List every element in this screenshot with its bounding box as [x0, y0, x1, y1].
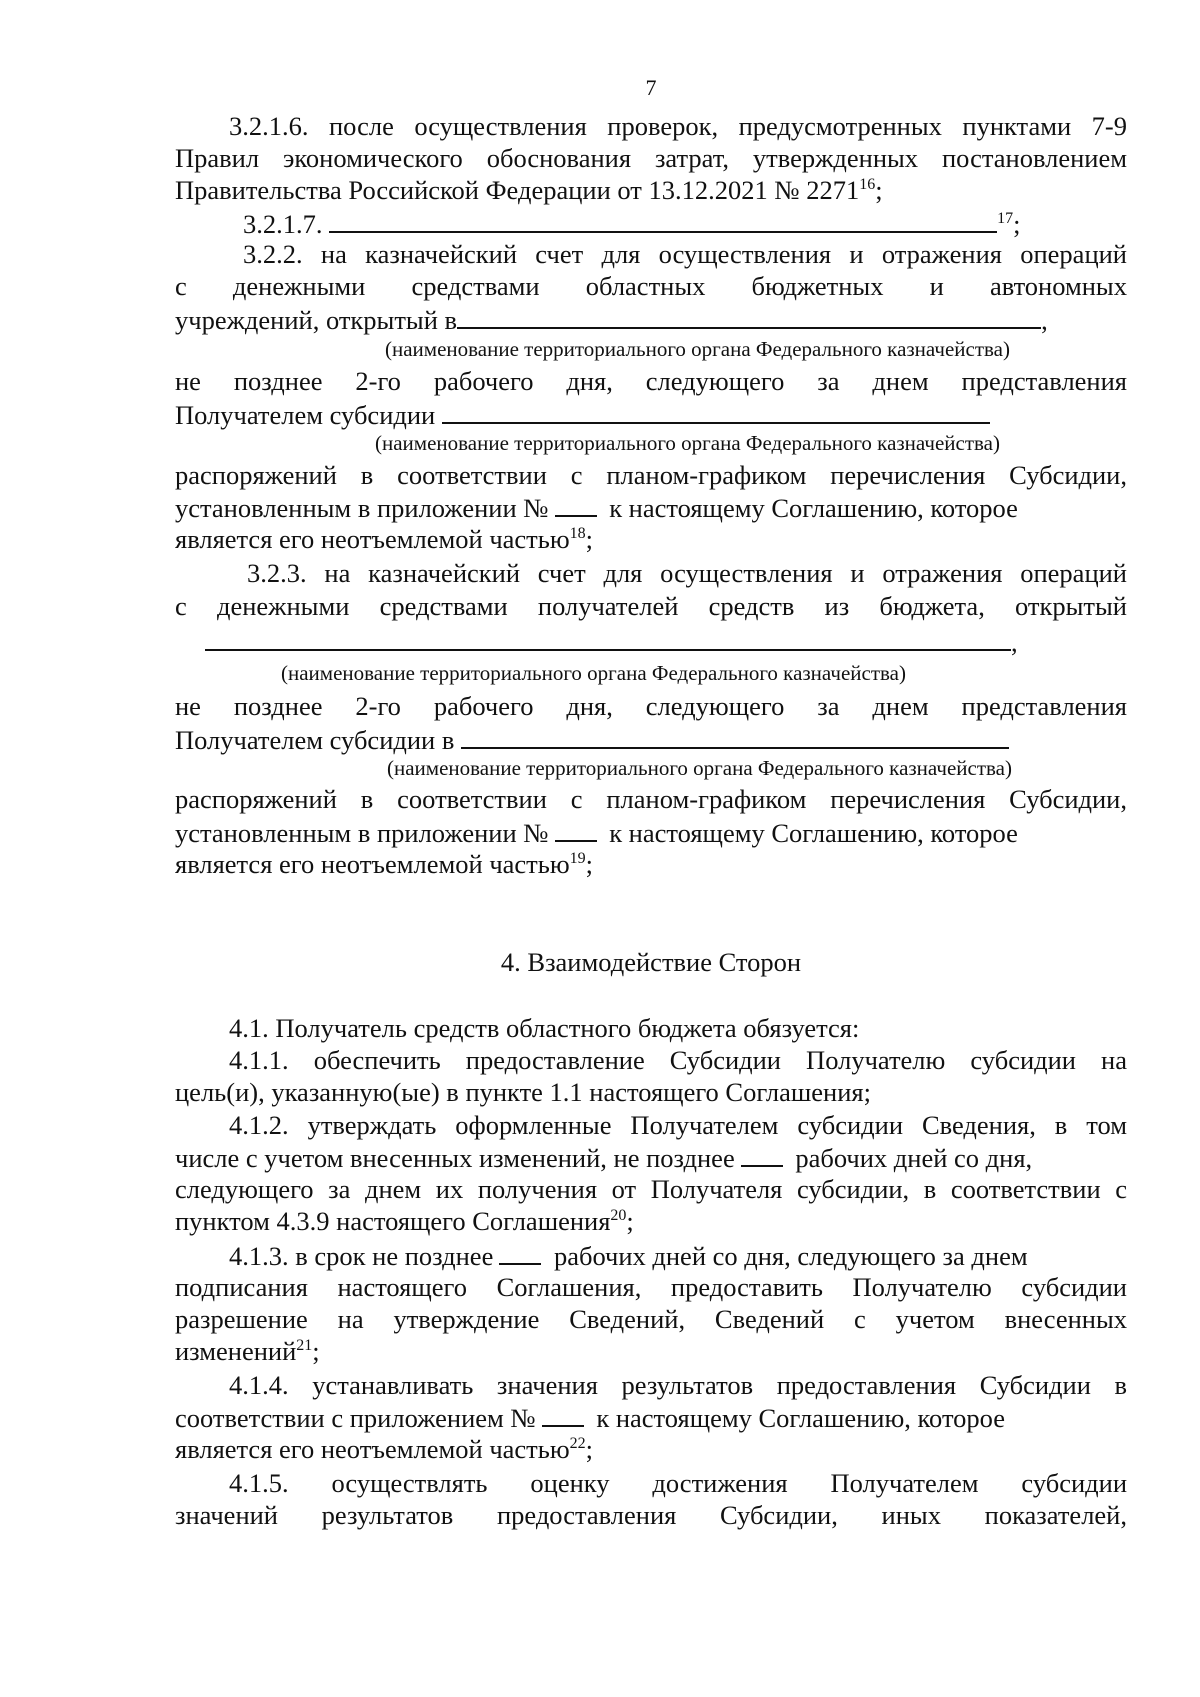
p412-line2a: числе с учетом внесенных изменений, не позднее: [175, 1143, 735, 1173]
p322-line3-text: учреждений, открытый в: [175, 305, 458, 335]
p322-line7b: к настоящему Соглашению, которое: [609, 493, 1018, 523]
p323-line3-tail: ,: [1011, 627, 1018, 657]
p323-line1: 3.2.3. на казначейский счет для осуществления и отражения операций: [247, 558, 1127, 588]
page-number: 7: [645, 75, 657, 100]
p411-line2: цель(и), указанную(ые) в пункте 1.1 настоящего Соглашения;: [175, 1077, 871, 1107]
p412-line4: [175, 1205, 1127, 1238]
p412-tail: ;: [626, 1206, 634, 1236]
footnote-ref-17: 17: [997, 210, 1014, 228]
p414-tail: ;: [585, 1434, 594, 1464]
p412-line3: следующего за днем их получения от Получателя субсидии, в соответствии с: [175, 1174, 1127, 1204]
p322-line7: [175, 491, 1127, 525]
p411-line1: 4.1.1. обеспечить предоставление Субсидии Получателю субсидии на: [229, 1045, 1127, 1075]
p322-line1: 3.2.2. на казначейский счет для осуществления и отражения операций: [243, 239, 1127, 269]
p322-fill-line-2: [442, 397, 990, 424]
p323-caption-1: (наименование территориального органа Федерального казначейства): [281, 661, 906, 685]
p323-line7b: к настоящему Соглашению, которое: [609, 818, 1018, 848]
p323-tail: ;: [585, 849, 594, 879]
p3216-line3: [175, 174, 1127, 207]
p322-line8: [175, 523, 1127, 556]
p3216-line2: Правил экономического обоснования затрат, утвержденных постановлением: [175, 143, 1127, 173]
p3216-tail: ;: [875, 175, 883, 205]
p323-line8-text: является его неотъемлемой частью: [175, 849, 570, 879]
p412-line2: [175, 1141, 1127, 1175]
p322-fill-line-1: [457, 302, 1041, 329]
p323-line3: [205, 624, 1157, 659]
p323-line8: [175, 848, 1127, 881]
p412-line1: 4.1.2. утверждать оформленные Получателем субсидии Сведения, в том: [229, 1110, 1127, 1140]
p323-line5: [175, 722, 1127, 757]
p323-blank-number: [555, 816, 597, 842]
p323-fill-line-1: [205, 624, 1011, 651]
footnote-ref-18: 18: [569, 525, 586, 543]
p414-line1: 4.1.4. устанавливать значения результатов предоставления Субсидии в: [229, 1370, 1127, 1400]
footnote-ref-19: 19: [569, 850, 586, 868]
p322-line6: распоряжений в соответствии с планом-графиком перечисления Субсидии,: [175, 460, 1127, 490]
footnote-ref-16: 16: [859, 176, 876, 194]
p322-line5-text: Получателем субсидии: [175, 400, 436, 430]
p322-line2: с денежными средствами областных бюджетных и автономных: [175, 271, 1127, 301]
footnote-ref-20: 20: [610, 1207, 627, 1225]
p3217-tail: ;: [1013, 209, 1021, 239]
p3217-line: [243, 206, 1195, 241]
p323-line7a: установленным в приложении №: [175, 818, 549, 848]
p323-line6: распоряжений в соответствии с планом-графиком перечисления Субсидии,: [175, 784, 1127, 814]
p323-line7: [175, 816, 1127, 850]
p3216-line1: 3.2.1.6. после осуществления проверок, предусмотренных пунктами 7-9: [229, 111, 1127, 141]
p413-line4: [175, 1335, 1127, 1368]
p412-line4-text: пунктом 4.3.9 настоящего Соглашения: [175, 1206, 611, 1236]
p323-line5-text: Получателем субсидии в: [175, 725, 455, 755]
p414-line2a: соответствии с приложением №: [175, 1403, 536, 1433]
p322-line7a: установленным в приложении №: [175, 493, 549, 523]
p3217-number: 3.2.1.7.: [243, 209, 323, 239]
p322-line5: [175, 397, 1127, 432]
p41-line: 4.1. Получатель средств областного бюджета обязуется:: [229, 1013, 860, 1043]
p414-line2b: к настоящему Соглашению, которое: [596, 1403, 1006, 1433]
p412-line2b: рабочих дней со дня,: [795, 1143, 1033, 1173]
p322-line8-text: является его неотъемлемой частью: [175, 524, 570, 554]
p323-line2: с денежными средствами получателей средств из бюджета, открытый: [175, 591, 1127, 621]
p415-line2: значений результатов предоставления Субсидии, иных показателей,: [175, 1500, 1127, 1530]
p413-line1: [229, 1239, 1127, 1273]
p414-line2: [175, 1401, 1127, 1435]
p414-line3-text: является его неотъемлемой частью: [175, 1434, 570, 1464]
p323-fill-line-2: [461, 722, 1009, 749]
p413-blank-days: [499, 1239, 541, 1265]
p322-caption-2: (наименование территориального органа Федерального казначейства): [375, 431, 1000, 455]
p413-line1b: рабочих дней со дня, следующего за днем: [553, 1241, 1028, 1271]
p413-line4-text: изменений: [175, 1336, 297, 1366]
p3217-fill-line: [329, 206, 997, 233]
p322-line3-tail: ,: [1041, 305, 1048, 335]
p322-tail: ;: [585, 524, 594, 554]
p414-line3: [175, 1433, 1127, 1466]
p323-line4: не позднее 2-го рабочего дня, следующего за днем представления: [175, 691, 1127, 721]
footnote-ref-21: 21: [296, 1337, 313, 1355]
section-4-heading: 4. Взаимодействие Сторон: [500, 947, 802, 977]
p323-caption-2: (наименование территориального органа Федерального казначейства): [387, 756, 1012, 780]
p412-blank-days: [741, 1141, 783, 1167]
p414-blank-number: [542, 1401, 584, 1427]
p322-line3: [175, 302, 1127, 337]
footnote-ref-22: 22: [569, 1435, 586, 1453]
p413-line3: разрешение на утверждение Сведений, Сведений с учетом внесенных: [175, 1304, 1127, 1334]
document-page: [175, 0, 1127, 1697]
p322-blank-number: [555, 491, 597, 517]
p3216-line3-text: Правительства Российской Федерации от 13.12.2021 № 2271: [175, 175, 860, 205]
p322-caption-1: (наименование территориального органа Федерального казначейства): [385, 337, 1010, 361]
p413-line2: подписания настоящего Соглашения, предоставить Получателю субсидии: [175, 1272, 1127, 1302]
p415-line1: 4.1.5. осуществлять оценку достижения Получателем субсидии: [229, 1468, 1127, 1498]
p413-line1a: 4.1.3. в срок не позднее: [229, 1241, 494, 1271]
p413-tail: ;: [312, 1336, 320, 1366]
p322-line4: не позднее 2-го рабочего дня, следующего за днем представления: [175, 366, 1127, 396]
